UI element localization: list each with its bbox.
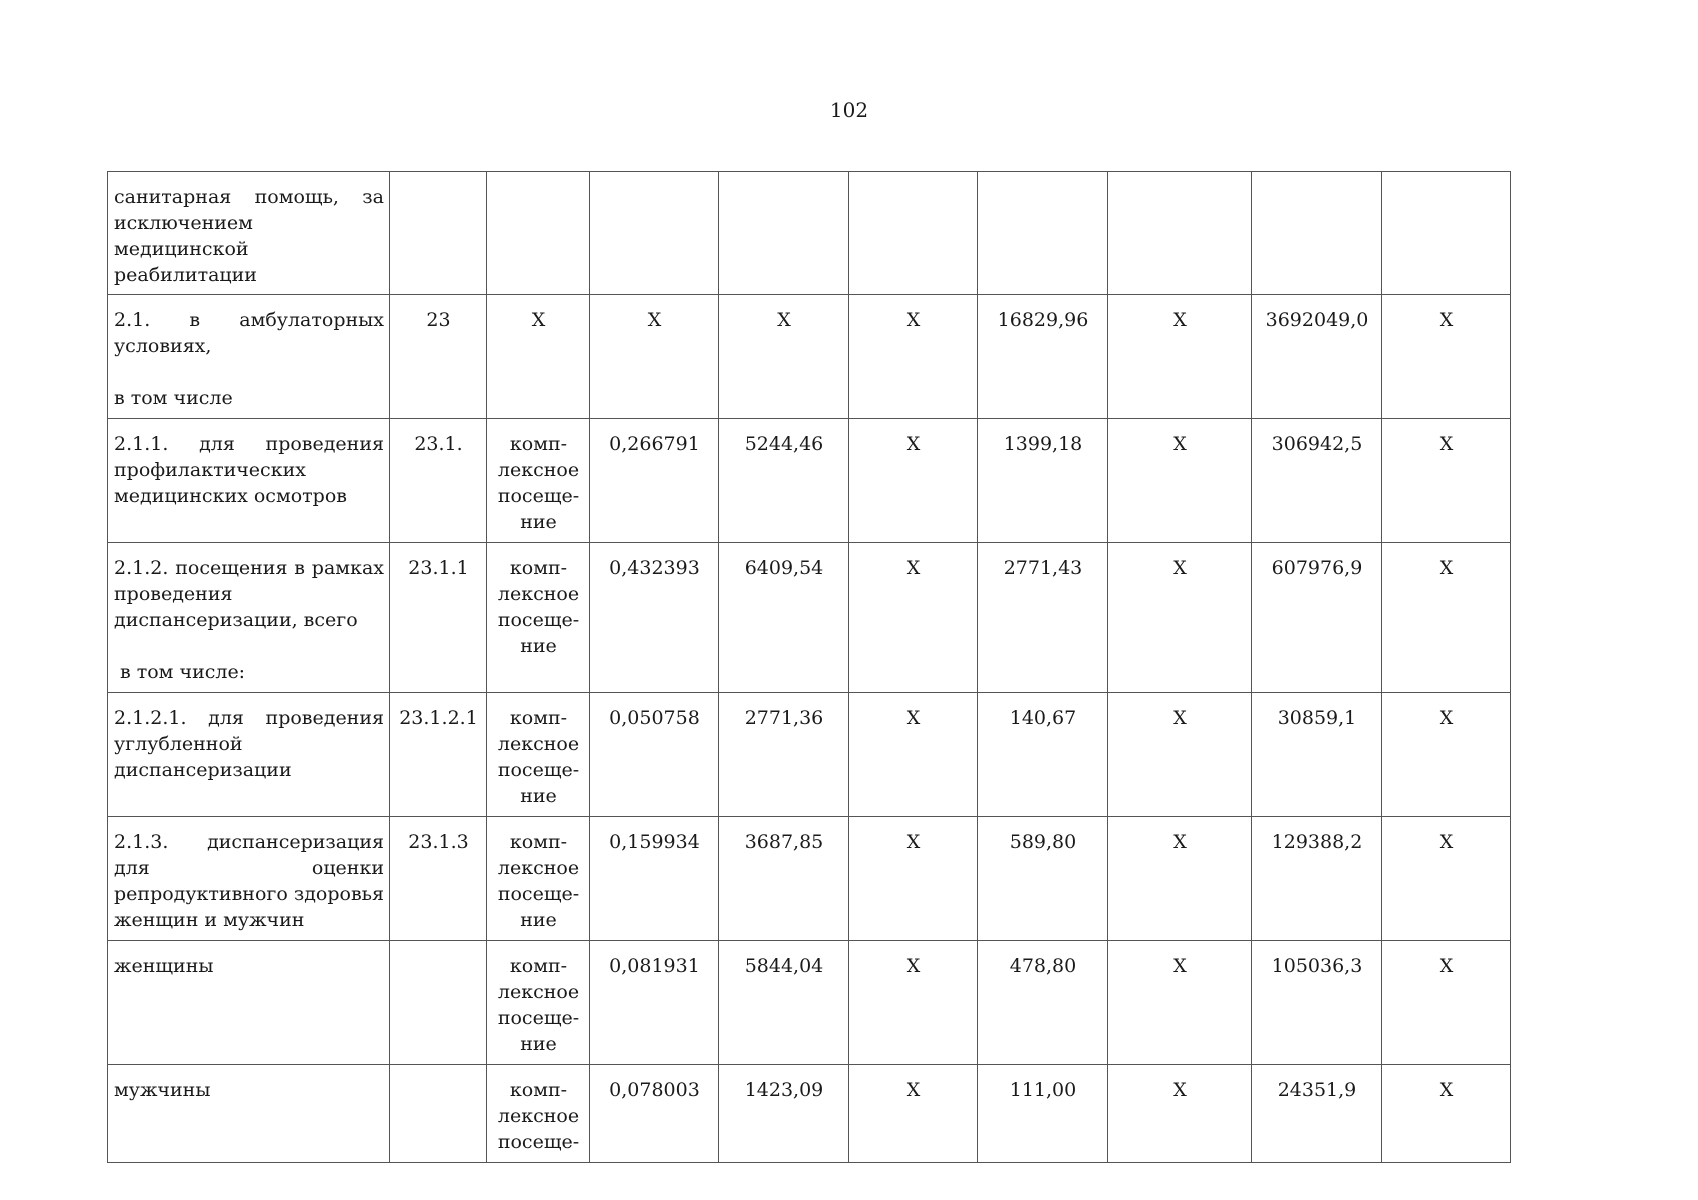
row-unit-cell	[487, 693, 590, 817]
unit-line: комп-	[509, 831, 568, 853]
unit-line: комп-	[509, 1079, 568, 1101]
value-cell-c7: X	[1108, 1065, 1252, 1163]
row-unit-cell	[487, 172, 590, 295]
value-cell-c3: 0,081931	[590, 941, 719, 1065]
unit-line: лексное	[497, 459, 580, 481]
row-name-line: 2.1.2. посещения в рамках проведения диспансеризации, всего	[114, 557, 384, 631]
value-cell-c8	[1252, 172, 1382, 295]
row-name-cell	[108, 543, 390, 693]
row-unit-cell	[487, 941, 590, 1065]
value-cell-c5: X	[849, 693, 978, 817]
row-name-line: 2.1. в амбулаторных условиях,	[114, 309, 384, 357]
value-cell-c9: X	[1382, 693, 1511, 817]
row-name-cell	[108, 1065, 390, 1163]
table-row	[108, 419, 1511, 543]
table-row	[108, 941, 1511, 1065]
value-cell-c7: X	[1108, 295, 1252, 419]
unit-line: посеще-	[497, 485, 580, 507]
table-row	[108, 543, 1511, 693]
value-cell-c4: 1423,09	[719, 1065, 849, 1163]
value-cell-c8: 306942,5	[1252, 419, 1382, 543]
value-cell-c9: X	[1382, 419, 1511, 543]
value-cell-c3: 0,159934	[590, 817, 719, 941]
row-name-cell	[108, 172, 390, 295]
row-unit-cell	[487, 1065, 590, 1163]
value-cell-c8: 30859,1	[1252, 693, 1382, 817]
unit-line: комп-	[509, 707, 568, 729]
unit-line: лексное	[497, 857, 580, 879]
value-cell-c9: X	[1382, 543, 1511, 693]
value-cell-c4	[719, 172, 849, 295]
value-cell-c5: X	[849, 295, 978, 419]
value-cell-c9: X	[1382, 941, 1511, 1065]
row-unit-cell	[487, 817, 590, 941]
unit-line: лексное	[497, 733, 580, 755]
row-number-cell	[390, 941, 487, 1065]
row-unit-cell	[487, 419, 590, 543]
table-row	[108, 693, 1511, 817]
unit-line: ние	[520, 511, 557, 533]
value-cell-c8: 3692049,0	[1252, 295, 1382, 419]
row-number-cell	[390, 172, 487, 295]
value-cell-c6: 111,00	[978, 1065, 1108, 1163]
value-cell-c3: 0,078003	[590, 1065, 719, 1163]
row-name-line: мужчины	[114, 1079, 211, 1101]
page-number: 102	[829, 98, 869, 122]
value-cell-c4: X	[719, 295, 849, 419]
value-cell-c9: X	[1382, 1065, 1511, 1163]
value-cell-c4: 2771,36	[719, 693, 849, 817]
value-cell-c4: 5844,04	[719, 941, 849, 1065]
value-cell-c8: 129388,2	[1252, 817, 1382, 941]
value-cell-c4: 3687,85	[719, 817, 849, 941]
unit-line: посеще-	[497, 609, 580, 631]
value-cell-c7: X	[1108, 419, 1252, 543]
value-cell-c6: 478,80	[978, 941, 1108, 1065]
row-name-cell	[108, 419, 390, 543]
unit-line: комп-	[509, 433, 568, 455]
value-cell-c6: 1399,18	[978, 419, 1108, 543]
unit-line: лексное	[497, 981, 580, 1003]
row-name-line: 2.1.1. для проведения профилактических медицинских осмотров	[114, 433, 384, 507]
value-cell-c5	[849, 172, 978, 295]
row-unit-cell	[487, 543, 590, 693]
value-cell-c3	[590, 172, 719, 295]
row-name-cell	[108, 817, 390, 941]
row-number-cell: 23.1.	[390, 419, 487, 543]
value-cell-c9: X	[1382, 817, 1511, 941]
row-name-line: женщины	[114, 955, 214, 977]
value-cell-c6: 16829,96	[978, 295, 1108, 419]
unit-line: комп-	[509, 955, 568, 977]
row-number-cell: 23.1.1	[390, 543, 487, 693]
value-cell-c7: X	[1108, 817, 1252, 941]
row-number-cell: 23.1.3	[390, 817, 487, 941]
value-cell-c9: X	[1382, 295, 1511, 419]
value-cell-c4: 6409,54	[719, 543, 849, 693]
row-name-line: в том числе	[114, 387, 233, 409]
unit-line: комп-	[509, 557, 568, 579]
value-cell-c8: 105036,3	[1252, 941, 1382, 1065]
value-cell-c3: 0,266791	[590, 419, 719, 543]
value-cell-c9	[1382, 172, 1511, 295]
row-name-cell	[108, 693, 390, 817]
value-cell-c7	[1108, 172, 1252, 295]
value-cell-c3: X	[590, 295, 719, 419]
value-cell-c3: 0,432393	[590, 543, 719, 693]
value-cell-c7: X	[1108, 543, 1252, 693]
row-name-cell	[108, 295, 390, 419]
unit-line: ние	[520, 785, 557, 807]
row-number-cell: 23.1.2.1	[390, 693, 487, 817]
value-cell-c4: 5244,46	[719, 419, 849, 543]
value-cell-c5: X	[849, 1065, 978, 1163]
value-cell-c3: 0,050758	[590, 693, 719, 817]
value-cell-c5: X	[849, 419, 978, 543]
table-row	[108, 1065, 1511, 1163]
unit-line: X	[531, 309, 546, 331]
row-unit-cell	[487, 295, 590, 419]
table-row	[108, 295, 1511, 419]
data-table	[107, 171, 1511, 1163]
value-cell-c8: 24351,9	[1252, 1065, 1382, 1163]
value-cell-c8: 607976,9	[1252, 543, 1382, 693]
value-cell-c6: 140,67	[978, 693, 1108, 817]
unit-line: посеще-	[497, 883, 580, 905]
row-name-line: 2.1.3. диспансеризация для оценки репродуктивного здоровья женщин и мужчин	[114, 831, 384, 931]
value-cell-c7: X	[1108, 693, 1252, 817]
unit-line: ние	[520, 1033, 557, 1055]
value-cell-c5: X	[849, 941, 978, 1065]
row-name-line: 2.1.2.1. для проведения углубленной диспансеризации	[114, 707, 384, 781]
unit-line: посеще-	[497, 1131, 580, 1153]
unit-line: посеще-	[497, 1007, 580, 1029]
unit-line: посеще-	[497, 759, 580, 781]
table-row	[108, 172, 1511, 295]
unit-line: лексное	[497, 1105, 580, 1127]
row-name-line: санитарная помощь, за исключением медицинской реабилитации	[114, 186, 384, 286]
value-cell-c6: 589,80	[978, 817, 1108, 941]
value-cell-c6	[978, 172, 1108, 295]
unit-line: лексное	[497, 583, 580, 605]
row-number-cell: 23	[390, 295, 487, 419]
row-number-cell	[390, 1065, 487, 1163]
value-cell-c5: X	[849, 817, 978, 941]
table-row	[108, 817, 1511, 941]
value-cell-c7: X	[1108, 941, 1252, 1065]
unit-line: ние	[520, 909, 557, 931]
row-name-line: в том числе:	[120, 661, 246, 683]
value-cell-c6: 2771,43	[978, 543, 1108, 693]
row-name-cell	[108, 941, 390, 1065]
unit-line: ние	[520, 635, 557, 657]
value-cell-c5: X	[849, 543, 978, 693]
